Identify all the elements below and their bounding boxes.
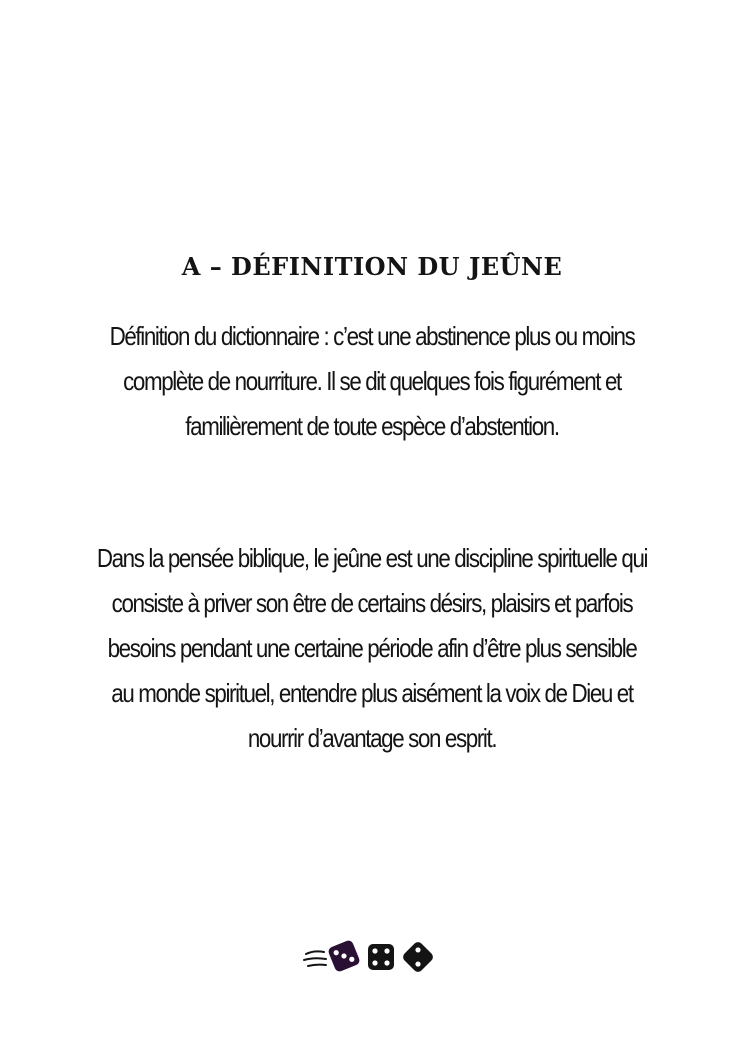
rolling-dice-icon	[300, 938, 440, 974]
die-two	[368, 944, 394, 970]
motion-lines	[304, 951, 326, 966]
die-one	[327, 939, 361, 973]
section-heading: A – DÉFINITION DU JEÛNE	[181, 252, 563, 281]
biblical-definition-paragraph: Dans la pensée biblique, le jeûne est une discipline spirituelle qui consiste à priver son être de certains désirs, plaisirs et parfois besoins pendant une certaine période afin d’être plus sensible au monde spirituel, entendre plus aisément la voix de Dieu et nourrir d’avantage son esprit.	[96, 543, 648, 753]
die-three	[401, 940, 435, 974]
dictionary-definition-paragraph: Définition du dictionnaire : c’est une abstinence plus ou moins complète de nourriture. Il se dit quelques fois figurément et familièrement de toute espèce d’abstention.	[109, 321, 635, 441]
